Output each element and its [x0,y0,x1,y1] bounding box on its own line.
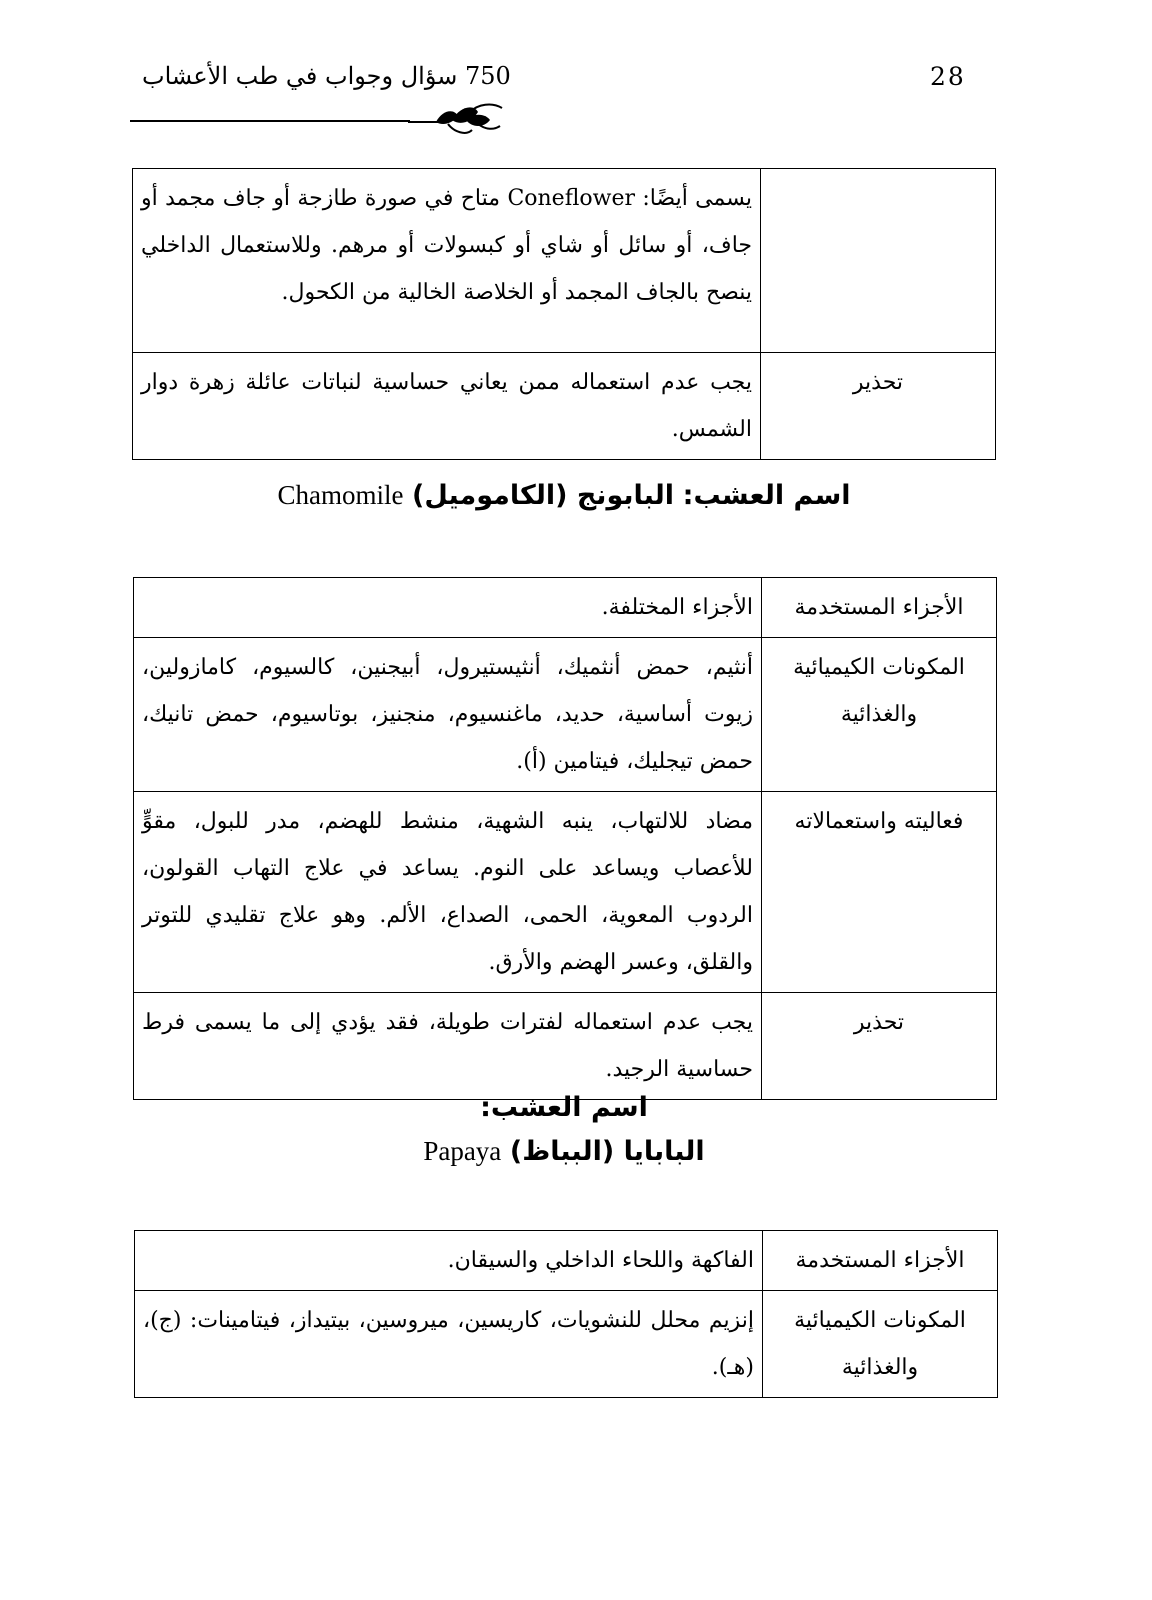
table-row [134,578,997,638]
table-row [133,353,996,460]
herb-heading-prefix: اسم العشب: [682,480,851,511]
herb-name-latin: Papaya [423,1136,502,1166]
row-label-constituents: المكونات الكيميائية والغذائية [762,638,997,792]
row-label [761,169,996,353]
row-label-parts-used: الأجزاء المستخدمة [762,578,997,638]
row-content: يسمى أيضًا: Coneflower متاح في صورة طازجة أو جاف مجمد أو جاف، أو سائل أو شاي أو كبسولات أو مرهم. وللاستعمال الداخلي ينصح بالجاف المجمد أو الخلاصة الخالية من الكحول. [133,169,761,353]
row-label-warning: تحذير [761,353,996,460]
herb-name-latin: Chamomile [277,480,404,510]
herb-heading-chamomile [132,480,996,511]
papaya-table [134,1230,998,1398]
row-content: يجب عدم استعماله لفترات طويلة، فقد يؤدي إلى ما يسمى فرط حساسية الرجيد. [134,993,762,1100]
row-label-parts-used: الأجزاء المستخدمة [763,1231,998,1291]
continued-herb-table [132,168,996,460]
herb-heading-prefix: اسم العشب: [480,1092,648,1123]
table-row [134,792,997,993]
row-content: الفاكهة واللحاء الداخلي والسيقان. [135,1231,763,1291]
table-row [134,638,997,792]
table-row [134,993,997,1100]
row-content: إنزيم محلل للنشويات، كاريسين، ميروسين، بيتيداز، فيتامينات: (ج)، (هـ). [135,1291,763,1398]
herb-heading-papaya [132,1136,996,1167]
row-label-uses: فعاليته واستعمالاته [762,792,997,993]
row-content: أنثيم، حمض أنثميك، أنثيستيرول، أبيجنين، كالسيوم، كامازولين، زيوت أساسية، حديد، ماغنسيوم، منجنيز، بوتاسيوم، حمض تانيك، حمض تيجليك، فيتامين (أ). [134,638,762,792]
row-content: الأجزاء المختلفة. [134,578,762,638]
herb-name-arabic: البابونج (الكاموميل) [412,480,675,511]
book-title: 750 سؤال وجواب في طب الأعشاب [142,62,511,90]
row-content: مضاد للالتهاب، ينبه الشهية، منشط للهضم، مدر للبول، مقوٍّ للأعصاب ويساعد على النوم. يساعد في علاج التهاب القولون، الردوب المعوية، الحمى، الصداع، الألم. وهو علاج تقليدي للتوتر والقلق، وعسر الهضم والأرق. [134,792,762,993]
table-row [135,1291,998,1398]
table-row [135,1231,998,1291]
table-row [133,169,996,353]
page-number: 28 [930,62,966,91]
leaf-ornament-icon [408,102,504,138]
herb-heading-papaya-prefix [132,1092,996,1123]
row-label-warning: تحذير [762,993,997,1100]
chamomile-table [133,577,997,1100]
row-content: يجب عدم استعماله ممن يعاني حساسية لنباتات عائلة زهرة دوار الشمس. [133,353,761,460]
row-label-constituents: المكونات الكيميائية والغذائية [763,1291,998,1398]
herb-name-arabic: البابايا (البباظ) [509,1136,705,1167]
header-rule [130,120,410,122]
page-header [130,58,966,138]
